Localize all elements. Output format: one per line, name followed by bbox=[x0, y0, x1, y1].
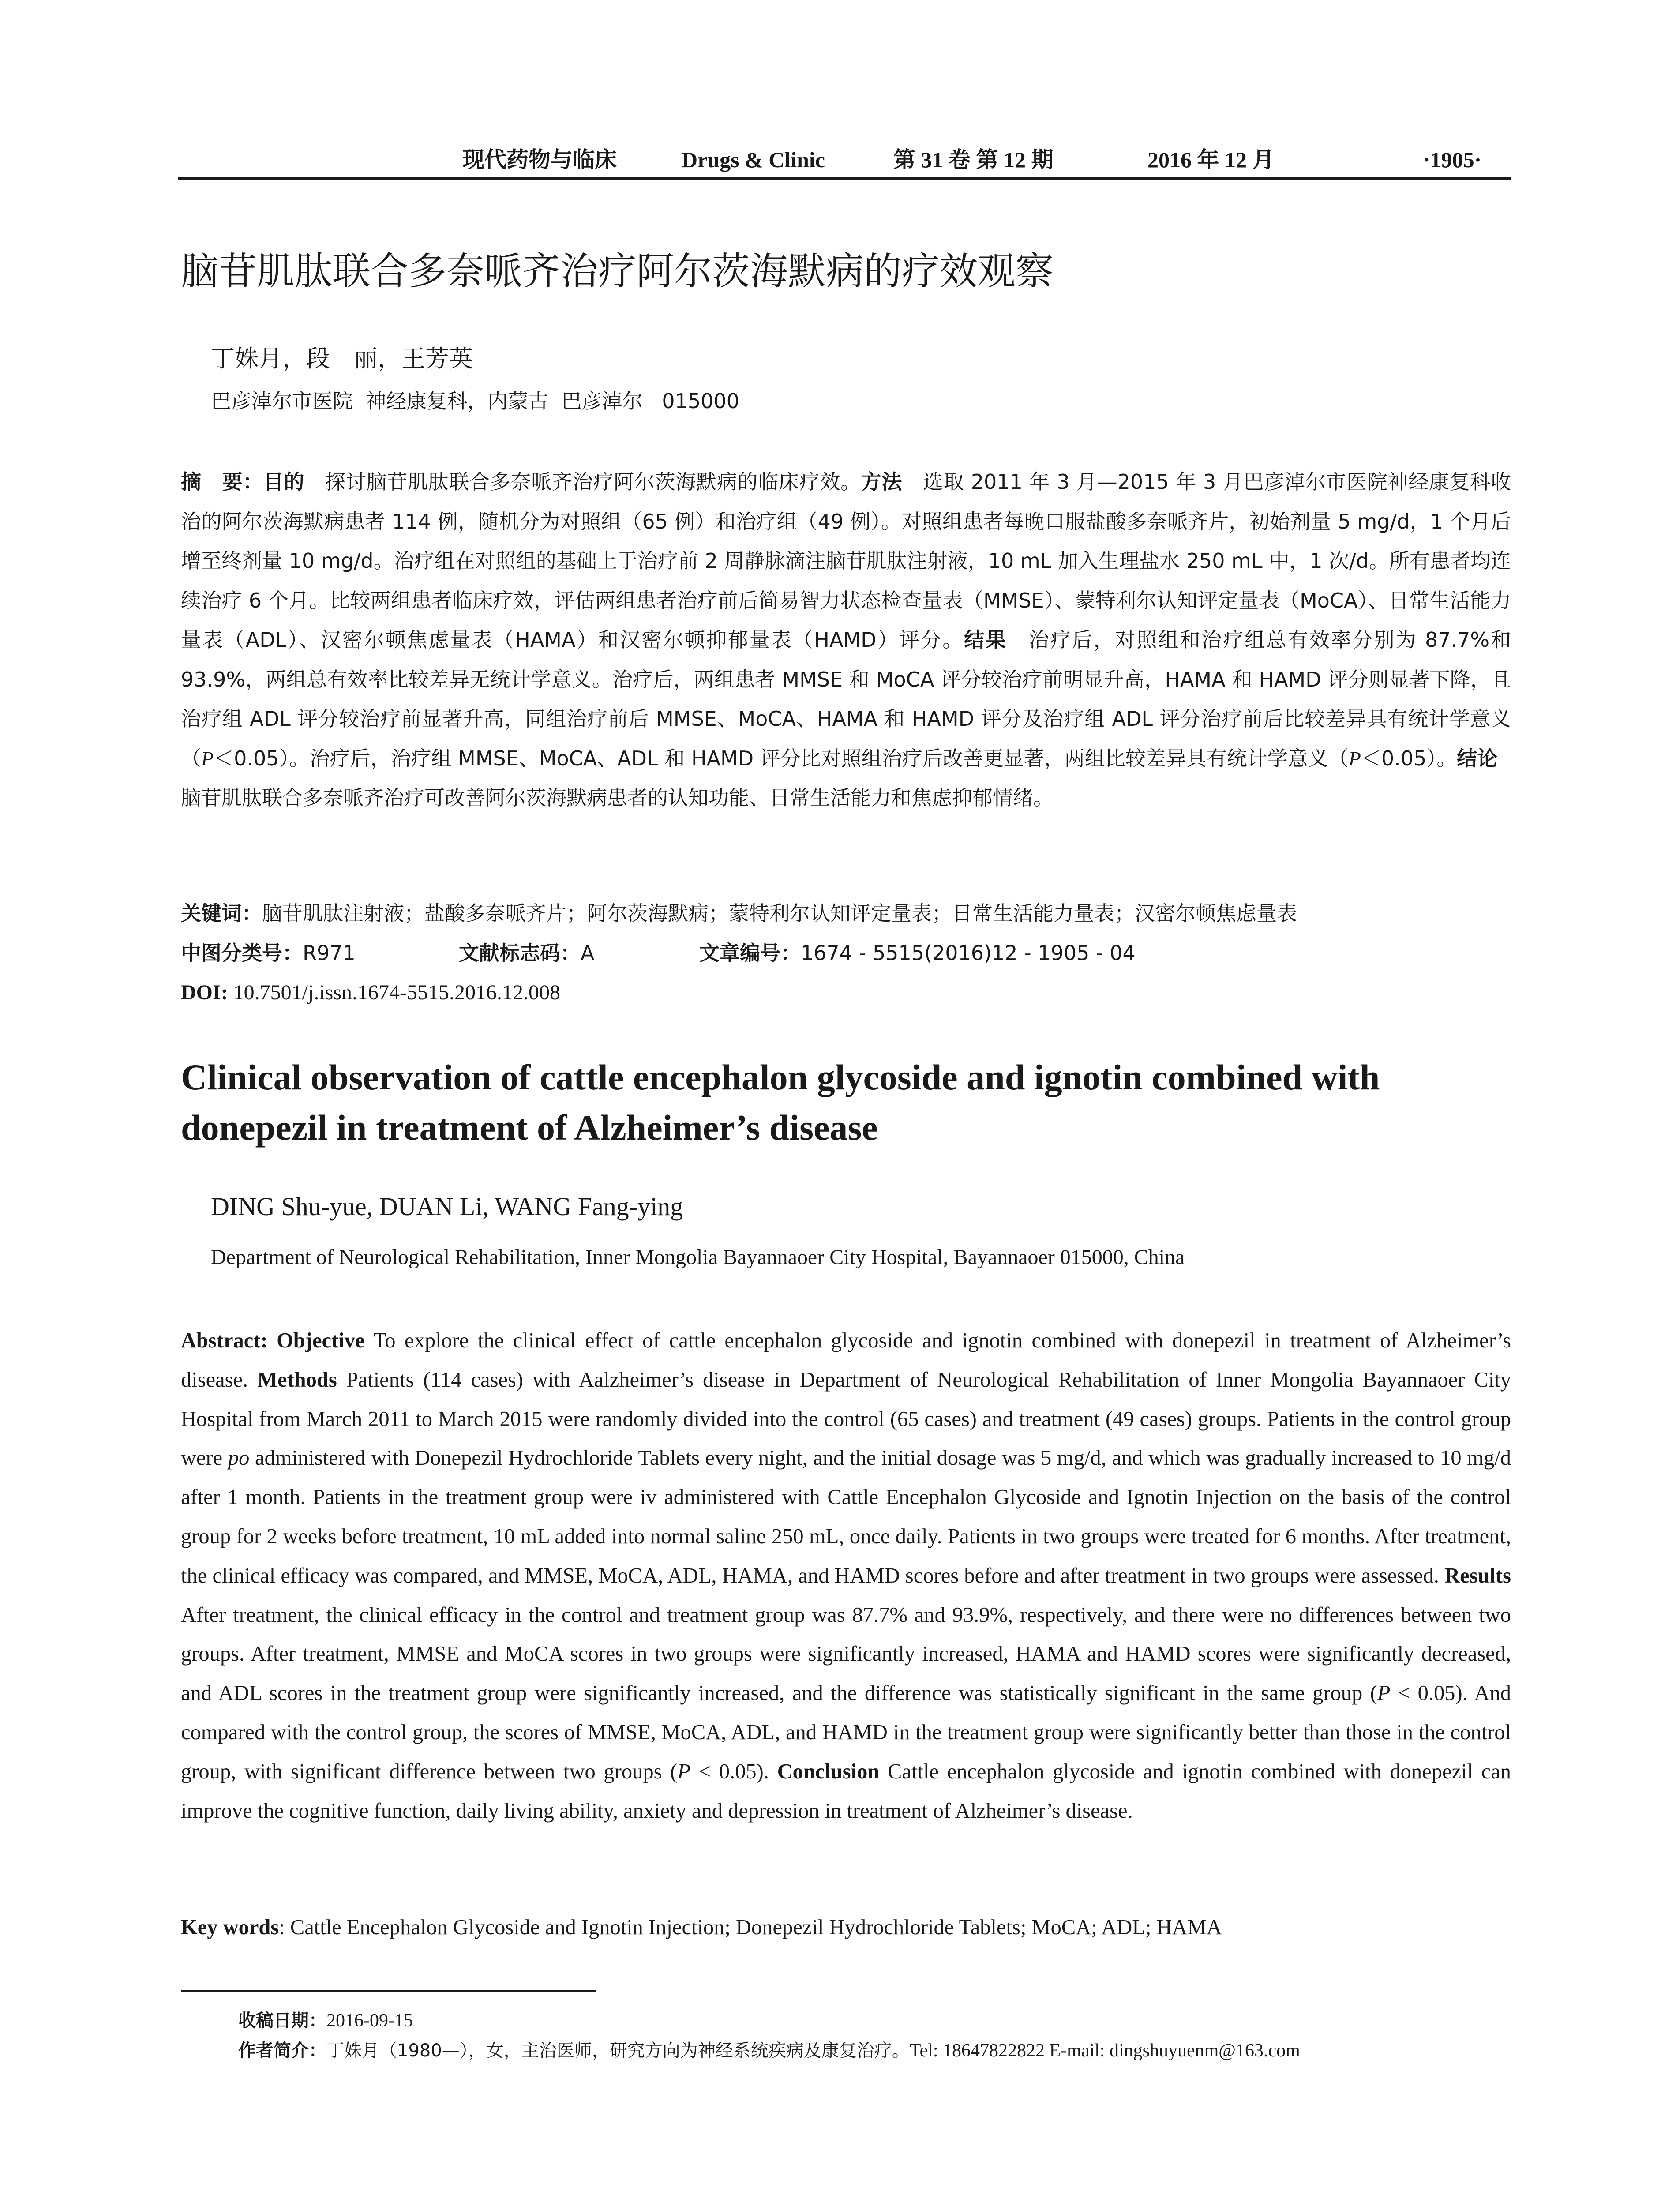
results-text-cn-2: ＜0.05）。治疗后，治疗组 MMSE、MoCA、ADL 和 HAMD 评分比对照组治疗后改善更显著，两组比较差异具有统计学意义（ bbox=[214, 746, 1349, 770]
p-value-symbol: P bbox=[677, 1760, 690, 1783]
clc-value: R971 bbox=[303, 941, 356, 965]
objective-text-en: To explore the clinical effect of cattle encephalon glycoside and ignotin combined with donepezil in treatment of Alzheimer’s disease. bbox=[181, 1329, 1511, 1392]
methods-label-cn: 方法 bbox=[861, 470, 903, 494]
abstract-cn bbox=[181, 462, 1518, 818]
doi-link[interactable]: 10.7501/j.issn.1674-5515.2016.12.008 bbox=[228, 981, 561, 1004]
objective-text-cn: 探讨脑苷肌肽联合多奈哌齐治疗阿尔茨海默病的临床疗效。 bbox=[304, 470, 861, 494]
paper-title-en: Clinical observation of cattle encephalon glycoside and ignotin combined with donepezil in treatment of Alzheimer’s disease bbox=[181, 1057, 1380, 1148]
doi-label: DOI: bbox=[181, 981, 228, 1004]
keywords-label-cn: 关键词： bbox=[181, 901, 262, 925]
document-code bbox=[459, 934, 595, 972]
paper-title-cn: 脑苷肌肽联合多奈哌齐治疗阿尔茨海默病的疗效观察 bbox=[181, 249, 1054, 293]
received-value: 2016-09-15 bbox=[326, 2011, 413, 2031]
conclusion-label-en: Conclusion bbox=[777, 1760, 880, 1783]
article-number-value: 1674 - 5515(2016)12 - 1905 - 04 bbox=[801, 941, 1136, 965]
methods-text-cn: 选取 2011 年 3 月—2015 年 3 月巴彦淖尔市医院神经康复科收治的阿尔茨海默病患者 114 例，随机分为对照组（65 例）和治疗组（49 例）。对照组患者每晚口服盐酸多奈哌齐片，初始剂量 5 mg/d，1 个月后增至终剂量 10 mg/d。治疗组在对照组的基础上于治疗前 2 周静脉滴注脑苷肌肽注射液，10 mL 加入生理盐水 250 mL 中，1 次/d。所有患者均连续治疗 6 个月。比较两组患者临床疗效，评估两组患者治疗前后简易智力状态检查量表（MMSE）、蒙特利尔认知评定量表（MoCA）、日常生活能力量表（ADL）、汉密尔顿焦虑量表（HAMA）和汉密尔顿抑郁量表（HAMD）评分。 bbox=[181, 470, 1511, 652]
article-number bbox=[699, 934, 1136, 972]
abstract-en bbox=[181, 1321, 1511, 1831]
affiliation-cn: 巴彦淖尔市医院 神经康复科，内蒙古 巴彦淖尔 015000 bbox=[211, 389, 739, 413]
author-bio-text: 丁姝月（1980—），女，主治医师，研究方向为神经系统疾病及康复治疗。 bbox=[326, 2041, 910, 2061]
results-label-cn: 结果 bbox=[964, 628, 1008, 652]
issue-date: 2016 年 12 月 bbox=[1148, 147, 1275, 172]
clc-label: 中图分类号： bbox=[181, 941, 303, 965]
methods-text-en-2: administered with Donepezil Hydrochloride Tablets every night, and the initial dosage was 5 mg/d, and which was gradually increased to 10 mg/d after 1 month. Patients in the treatment group were iv administered with Cattle Encephalon Glycoside and Ignotin Injection on the basis of the control group for 2 weeks before treatment, 10 mL added into normal saline 250 mL, once daily. Patients in two groups were treated for 6 months. After treatment, the clinical efficacy was compared, and MMSE, MoCA, ADL, HAMA, and HAMD scores before and after treatment in two groups were assessed. bbox=[181, 1446, 1511, 1587]
journal-name-en: Drugs & Clinic bbox=[682, 147, 825, 172]
received-date bbox=[238, 2005, 413, 2036]
results-label-en: Results bbox=[1444, 1564, 1511, 1587]
page-number: ·1905· bbox=[1423, 147, 1482, 172]
methods-label-en: Methods bbox=[257, 1368, 337, 1392]
conclusion-text-en: Cattle encephalon glycoside and ignotin combined with donepezil can improve the cognitive function, daily living ability, anxiety and depression in treatment of Alzheimer’s disease. bbox=[181, 1760, 1511, 1823]
results-text-cn-3: ＜0.05）。 bbox=[1361, 746, 1457, 770]
keywords-label-en: Key words bbox=[181, 1916, 279, 1939]
author-bio-label: 作者简介： bbox=[238, 2041, 326, 2061]
authors-en: DING Shu-yue, DUAN Li, WANG Fang-ying bbox=[211, 1192, 683, 1221]
clc-number bbox=[181, 934, 356, 972]
p-value-symbol: P bbox=[201, 747, 214, 770]
authors-cn: 丁姝月，段 丽，王芳英 bbox=[211, 345, 473, 372]
footnote-rule bbox=[181, 1990, 596, 1992]
article-number-label: 文章编号： bbox=[699, 941, 801, 965]
p-value-symbol: P bbox=[1348, 747, 1361, 770]
volume-issue: 第 31 卷 第 12 期 bbox=[893, 147, 1054, 172]
header-rule bbox=[178, 177, 1511, 180]
author-contact: Tel: 18647822822 E-mail: dingshuyuenm@163.com bbox=[909, 2041, 1300, 2061]
doc-code-value: A bbox=[581, 941, 595, 965]
p-value-symbol: P bbox=[1377, 1681, 1391, 1705]
abstract-label-cn: 摘 要： bbox=[181, 470, 263, 494]
journal-name-cn: 现代药物与临床 bbox=[462, 147, 617, 172]
results-text-en-1: After treatment, the clinical efficacy in the control and treatment group was 87.7% and 93.9%, respectively, and there were no differences between two groups. After treatment, MMSE and MoCA scores in two groups were significantly increased, HAMA and HAMD scores were significantly decreased, and ADL scores in the treatment group were significantly increased, and the difference was statistically significant in the same group ( bbox=[181, 1603, 1511, 1705]
results-text-cn-1: 治疗后，对照组和治疗组总有效率分别为 87.7%和 93.9%，两组总有效率比较差异无统计学意义。治疗后，两组患者 MMSE 和 MoCA 评分较治疗前明显升高，HAMA 和 HAMD 评分则显著下降，且治疗组 ADL 评分较治疗前显著升高，同组治疗前后 MMSE、MoCA、HAMA 和 HAMD 评分及治疗组 ADL 评分治疗前后比较差异具有统计学意义（ bbox=[181, 628, 1511, 770]
doc-code-label: 文献标志码： bbox=[459, 941, 581, 965]
po-term: po bbox=[228, 1446, 250, 1470]
keywords-text-cn: 脑苷肌肽注射液；盐酸多奈哌齐片；阿尔茨海默病；蒙特利尔认知评定量表；日常生活能力量表；汉密尔顿焦虑量表 bbox=[262, 901, 1297, 925]
objective-label-en: Abstract: Objective bbox=[181, 1329, 365, 1352]
doi-line bbox=[181, 973, 560, 1012]
keywords-en bbox=[181, 1908, 1222, 1947]
methods-text-en-1: Patients (114 cases) with Aalzheimer’s disease in Department of Neurological Rehabilitation of Inner Mongolia Bayannaoer City Hospital from March 2011 to March 2015 were randomly divided into the control (65 cases) and treatment (49 cases) groups. Patients in the control group were bbox=[181, 1368, 1511, 1470]
conclusion-label-cn: 结论 bbox=[1457, 746, 1498, 770]
running-header bbox=[178, 142, 1511, 177]
results-text-en-3: < 0.05). bbox=[690, 1760, 777, 1783]
affiliation-en: Department of Neurological Rehabilitation, Inner Mongolia Bayannaoer City Hospital, Bayannaoer 015000, China bbox=[211, 1246, 1185, 1269]
results-text-en-2: < 0.05). And compared with the control group, the scores of MMSE, MoCA, ADL, and HAMD in the treatment group were significantly better than those in the control group, with significant difference between two groups ( bbox=[181, 1681, 1511, 1783]
author-bio bbox=[238, 2035, 1300, 2066]
keywords-text-en: : Cattle Encephalon Glycoside and Ignotin Injection; Donepezil Hydrochloride Tablets; MoCA; ADL; HAMA bbox=[279, 1916, 1222, 1939]
objective-label-cn: 目的 bbox=[263, 470, 305, 494]
keywords-cn bbox=[181, 894, 1518, 933]
received-label: 收稿日期： bbox=[238, 2011, 326, 2031]
conclusion-text-cn: 脑苷肌肽联合多奈哌齐治疗可改善阿尔茨海默病患者的认知功能、日常生活能力和焦虑抑郁情绪。 bbox=[181, 746, 1518, 810]
